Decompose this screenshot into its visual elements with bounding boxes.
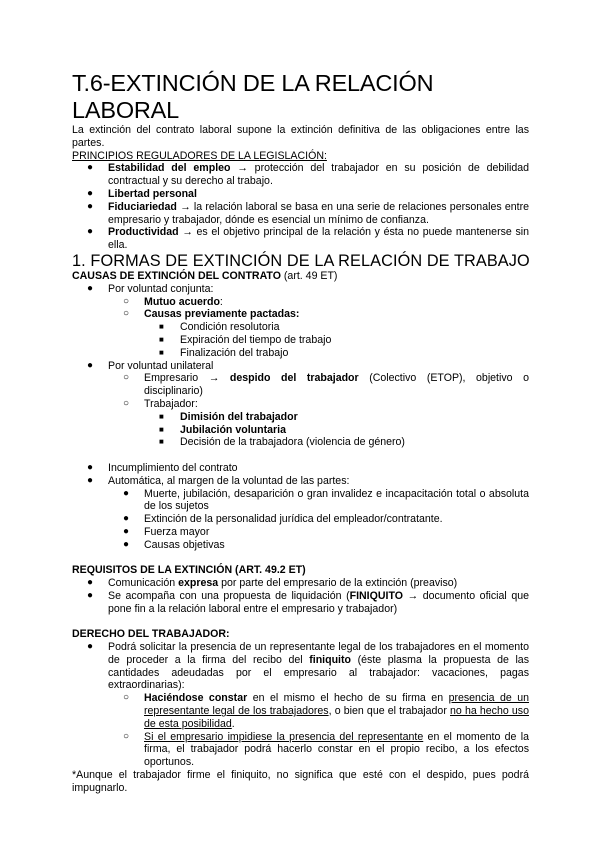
bullet-icon: ●: [87, 474, 94, 486]
causas-ref: (art. 49 ET): [280, 269, 338, 282]
item-text: Decisión de la trabajadora (violencia de género): [180, 436, 405, 449]
trabajador-sublist: [72, 411, 529, 449]
list-item: [87, 282, 529, 360]
list-item: [87, 187, 529, 201]
sub2-rest: en el momento de la firma, el trabajador podrá hacerlo constar en el propio recibo, a los efectos oportunos.: [144, 730, 530, 769]
page-title: T.6-EXTINCIÓN DE LA RELACIÓN LABORAL: [72, 70, 434, 123]
req-post: → documento oficial que pone fin a la relación laboral entre el empresario y trabajador): [108, 589, 529, 615]
automatica-label: Automática, al margen de la voluntad de las partes:: [108, 474, 350, 487]
principio-label: Fiduciariedad: [108, 200, 177, 213]
bullet-icon: ●: [87, 577, 94, 589]
causas-heading-label: CAUSAS DE EXTINCIÓN DEL CONTRATO: [72, 269, 281, 282]
list-item: [123, 538, 529, 552]
footnote: *Aunque el trabajador firme el finiquito, no significa que esté con el despido, pues podrá impugnarlo.: [72, 769, 529, 794]
list-item: [87, 200, 529, 227]
trabajador-label: Trabajador:: [144, 397, 198, 410]
document-page: [72, 70, 529, 795]
principio-label: Libertad personal: [108, 187, 197, 200]
empresario-bold: despido del trabajador: [229, 372, 359, 385]
section-1-title: 1. FORMAS DE EXTINCIÓN DE LA RELACIÓN DE TRABAJO: [72, 251, 530, 270]
list-item: [123, 730, 530, 769]
bullet-icon: ●: [87, 589, 94, 601]
list-item: [87, 359, 529, 450]
circle-bullet-icon: ○: [123, 397, 130, 409]
list-item: [87, 641, 530, 769]
derecho-bold: finiquito: [309, 653, 351, 666]
requisitos-heading: REQUISITOS DE LA EXTINCIÓN (ART. 49.2 ET): [72, 564, 306, 577]
bullet-icon: ●: [87, 461, 94, 473]
derecho-pre: Podrá solicitar la presencia de un representante legal de los trabajadores en el momento de proceder a la firma del recibo del: [108, 641, 529, 666]
item-text: Muerte, jubilación, desaparición o gran invalidez e incapacitación total o absoluta de los sujetos: [144, 487, 529, 513]
causas-list: [72, 283, 529, 449]
item-text: Expiración del tiempo de trabajo: [180, 333, 332, 346]
bullet-icon: ●: [87, 641, 94, 653]
list-item: [87, 589, 529, 616]
principio-label: Estabilidad del empleo: [108, 162, 231, 175]
conjunta-label: Por voluntad conjunta:: [108, 282, 214, 295]
mutuo-suffix: :: [219, 295, 223, 308]
bullet-icon: ●: [87, 226, 94, 238]
req-bold: expresa: [178, 577, 219, 590]
principios-list: [72, 162, 529, 252]
list-item: [159, 423, 529, 437]
bullet-icon: ●: [87, 187, 94, 199]
req-bold: FINIQUITO: [349, 589, 403, 602]
sub2-underlined: Si el empresario impidiese la presencia del representante: [144, 730, 424, 743]
item-text: Dimisión del trabajador: [180, 410, 298, 423]
list-item: [123, 525, 529, 539]
square-bullet-icon: ■: [159, 322, 164, 332]
sub1-bold: Haciéndose constar: [144, 692, 248, 705]
derecho-sublist: [72, 692, 529, 769]
sub1-a: en el mismo el hecho de su firma en: [247, 692, 449, 705]
list-item: [159, 410, 529, 424]
derecho-heading: DERECHO DEL TRABAJADOR:: [72, 628, 230, 641]
sub1-b: , o bien que el trabajador: [328, 705, 451, 718]
principios-heading: PRINCIPIOS REGULADORES DE LA LEGISLACIÓN:: [72, 149, 327, 162]
item-text: Extinción de la personalidad jurídica del empleador/contratante.: [144, 513, 443, 526]
principio-text: → la relación laboral se basa en una serie de relaciones personales entre empresario y trabajador, dónde es esencial un mínimo de confianza.: [108, 200, 529, 226]
req-pre: Se acompaña con una propuesta de liquidación (: [108, 589, 350, 602]
list-item: [87, 226, 529, 252]
intro-paragraph: La extinción del contrato laboral supone la extinción definitiva de las obligaciones entre las partes.: [72, 124, 529, 149]
derecho-post: (éste plasma la propuesta de las cantidades adeudadas por el empresario al trabajador: vacaciones, pagas extraordinarias):: [108, 653, 529, 692]
incumplimiento-label: Incumplimiento del contrato: [108, 461, 238, 474]
list-item: [87, 461, 529, 475]
bullet-icon: ●: [87, 200, 94, 212]
unilateral-label: Por voluntad unilateral: [108, 359, 214, 372]
causas-heading: [72, 270, 529, 283]
principio-text: → es el objetivo principal de la relación y ésta no puede mantenerse sin ella.: [108, 226, 529, 252]
list-item: [87, 162, 529, 188]
list-item: [123, 295, 529, 309]
square-bullet-icon: ■: [159, 334, 164, 344]
list-item: [159, 333, 529, 347]
square-bullet-icon: ■: [159, 424, 164, 434]
derecho-list: [72, 641, 529, 769]
list-item: [123, 692, 530, 730]
circle-bullet-icon: ○: [123, 730, 130, 742]
unilateral-sublist: [72, 372, 529, 449]
conjunta-sublist: [72, 296, 529, 360]
circle-bullet-icon: ○: [123, 295, 130, 307]
previas-sublist: [72, 321, 529, 359]
list-item: [123, 397, 529, 449]
item-text: Causas objetivas: [144, 538, 225, 551]
mutuo-label: Mutuo acuerdo: [144, 295, 220, 308]
bullet-icon: ●: [123, 538, 130, 550]
square-bullet-icon: ■: [159, 411, 164, 421]
square-bullet-icon: ■: [159, 437, 164, 447]
bullet-icon: ●: [123, 525, 130, 537]
list-item: [123, 308, 529, 359]
automatica-sublist: [72, 488, 529, 552]
empresario-pre: Empresario →: [144, 372, 230, 385]
list-item: [123, 372, 529, 398]
empresario-post: (Colectivo (ETOP), objetivo o disciplinario): [144, 372, 529, 398]
circle-bullet-icon: ○: [123, 372, 130, 384]
sub1-underlined-2: no ha hecho uso de esta posibilidad: [144, 705, 529, 730]
bullet-icon: ●: [87, 162, 94, 174]
list-item: [87, 577, 529, 590]
list-item: [123, 513, 529, 526]
square-bullet-icon: ■: [159, 347, 164, 357]
sub1-c: .: [231, 717, 235, 730]
item-text: Jubilación voluntaria: [180, 423, 286, 436]
circle-bullet-icon: ○: [123, 692, 130, 704]
list-item: [123, 487, 529, 514]
circle-bullet-icon: ○: [123, 308, 130, 320]
bullet-icon: ●: [123, 513, 130, 525]
requisitos-list: [72, 577, 529, 615]
list-item: [87, 474, 529, 552]
bullet-icon: ●: [87, 359, 94, 371]
causas-list-2: [72, 462, 529, 552]
list-item: [159, 346, 529, 360]
list-item: [159, 321, 529, 334]
principio-label: Productividad: [108, 226, 179, 239]
item-text: Finalización del trabajo: [180, 346, 289, 359]
list-item: [159, 436, 529, 449]
sub1-underlined-1: presencia de un representante legal de los trabajadores: [144, 692, 530, 718]
item-text: Condición resolutoria: [180, 321, 280, 334]
item-text: Fuerza mayor: [144, 525, 210, 538]
req-pre: Comunicación: [108, 577, 179, 590]
req-post: por parte del empresario de la extinción (preaviso): [218, 577, 458, 590]
bullet-icon: ●: [123, 487, 130, 499]
bullet-icon: ●: [87, 282, 94, 294]
previas-label: Causas previamente pactadas:: [144, 308, 300, 321]
principio-text: → protección del trabajador en su posición de debilidad contractual y su derecho al trabajo.: [108, 162, 529, 188]
